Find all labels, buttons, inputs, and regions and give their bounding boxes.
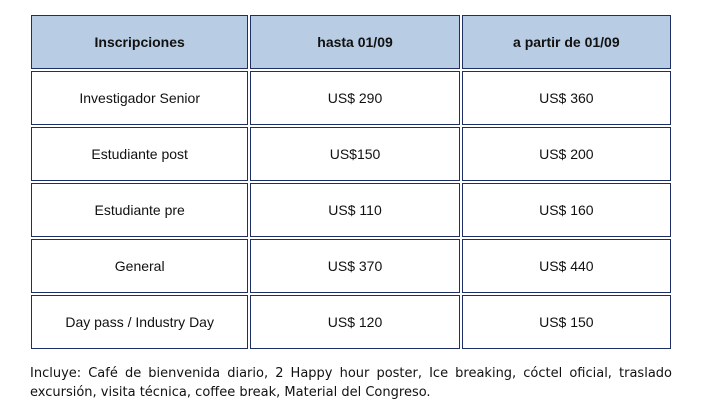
table-row [31,127,671,181]
early-price-cell: US$ 290 [250,71,459,125]
registration-fees-table [29,13,673,351]
early-price-cell: US$ 120 [250,295,459,349]
early-price-cell: US$ 110 [250,183,459,237]
header-registration-type: Inscripciones [31,15,248,69]
registration-type-cell: General [31,239,248,293]
table-header-row [31,15,671,69]
late-price-cell: US$ 440 [462,239,671,293]
registration-type-cell: Estudiante pre [31,183,248,237]
registration-type-cell: Investigador Senior [31,71,248,125]
header-from-date: a partir de 01/09 [462,15,671,69]
table-row [31,71,671,125]
registration-type-cell: Day pass / Industry Day [31,295,248,349]
table-row [31,183,671,237]
table-row [31,239,671,293]
late-price-cell: US$ 360 [462,71,671,125]
registration-type-cell: Estudiante post [31,127,248,181]
early-price-cell: US$ 370 [250,239,459,293]
header-until-date: hasta 01/09 [250,15,459,69]
inclusions-footnote: Incluye: Café de bienvenida diario, 2 Happy hour poster, Ice breaking, cóctel oficial, traslado excursión, visita técnica, coffee break, Material del Congreso. [30,366,672,400]
late-price-cell: US$ 200 [462,127,671,181]
late-price-cell: US$ 150 [462,295,671,349]
table-row [31,295,671,349]
late-price-cell: US$ 160 [462,183,671,237]
early-price-cell: US$150 [250,127,459,181]
